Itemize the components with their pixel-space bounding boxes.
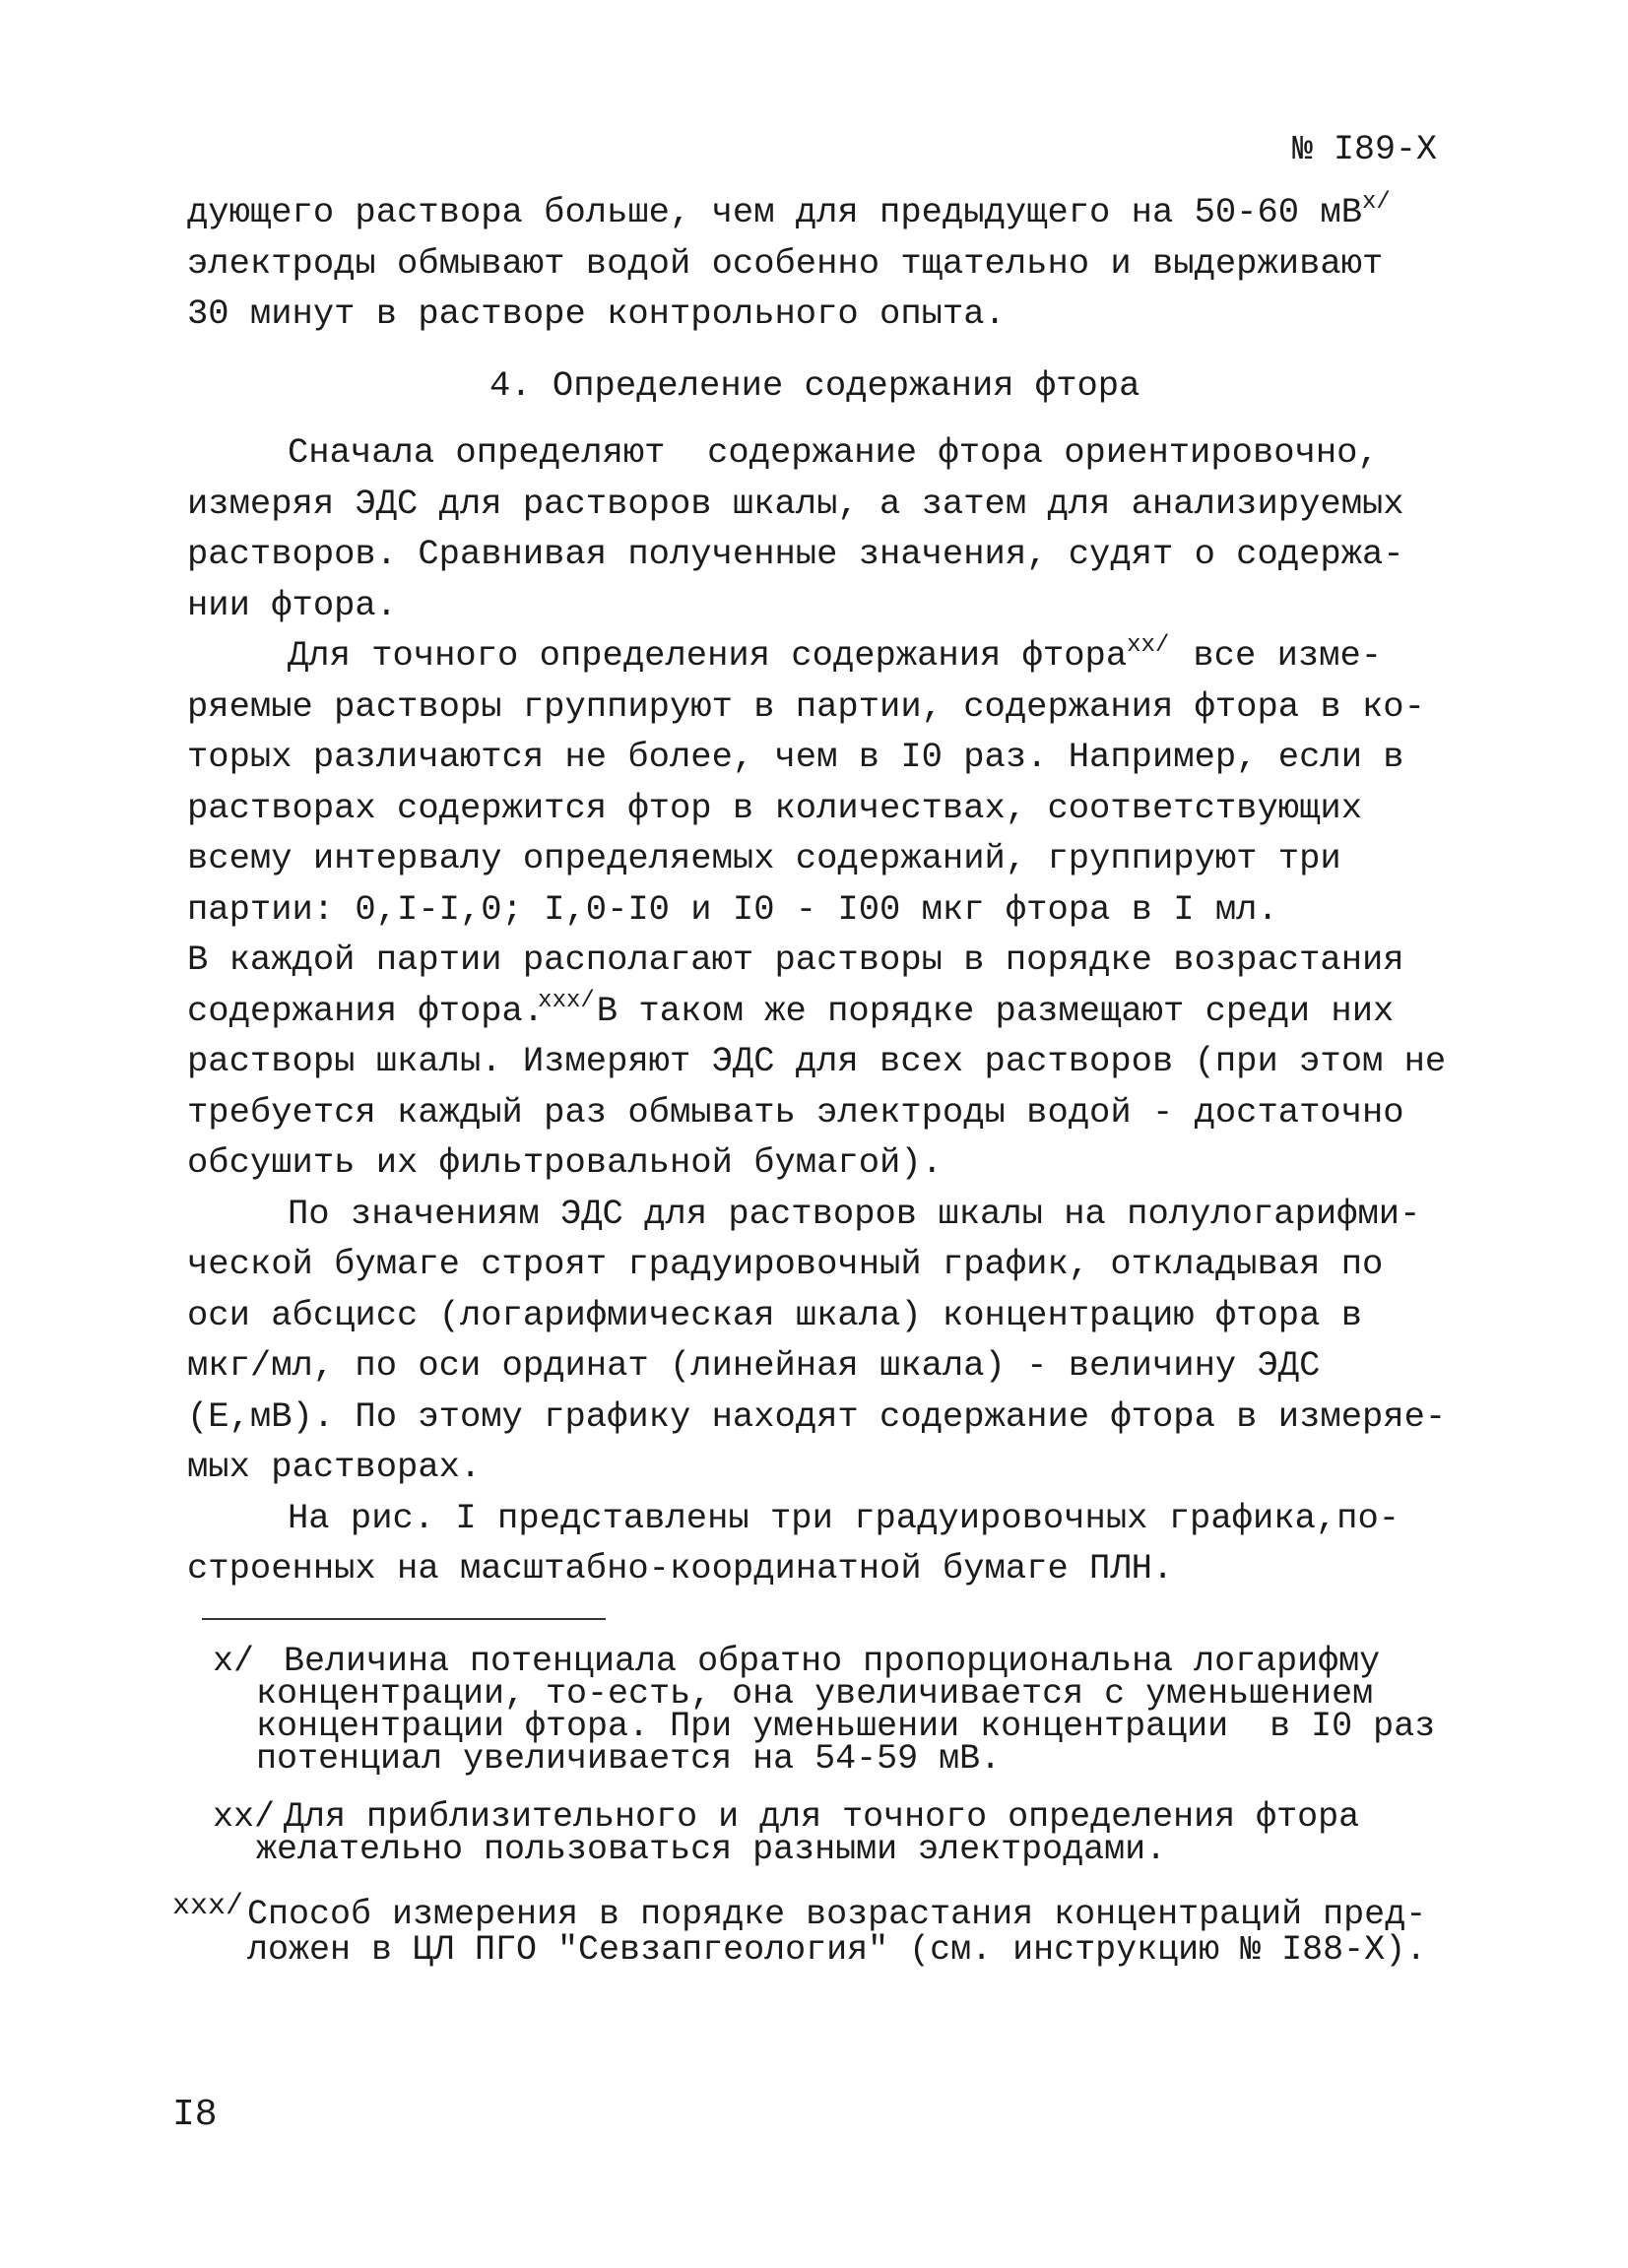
text-line-continuation: В таком же порядке размещают среди них <box>596 990 1395 1031</box>
text-line: мых растворах. <box>187 1447 482 1487</box>
section-heading: 4. Определение содержания фтора <box>489 365 1140 406</box>
text-line: На рис. I представлены три градуировочных графика,по- <box>288 1497 1400 1538</box>
paragraph <box>187 427 1446 630</box>
text-line: обсушить их фильтровальной бумагой). <box>187 1142 943 1183</box>
footnote-marker: xx/ <box>213 1797 276 1837</box>
footnote <box>172 1890 1427 1970</box>
footnote <box>213 1642 1436 1779</box>
text-line-content: содержания фтора. <box>187 990 545 1031</box>
footnote-line: желательно пользоваться разными электродами. <box>256 1830 1167 1869</box>
footnote-line: xxx/ Способ измерения в порядке возрастания концентраций пред- <box>172 1890 1427 1934</box>
footnote-text: Для приблизительного и для точного определения фтора <box>284 1797 1360 1837</box>
text-line: оси абсцисс (логарифмическая шкала) концентрацию фтора в <box>187 1294 1362 1335</box>
text-line: мкг/мл, по оси ординат (линейная шкала) - величину ЭДС <box>187 1345 1321 1386</box>
text-line: электроды обмывают водой особенно тщательно и выдерживают <box>187 242 1384 284</box>
footnote-text: Величина потенциала обратно пропорциональна логарифму <box>284 1642 1381 1681</box>
text-line: ряемые растворы группируют в партии, содержания фтора в ко- <box>187 685 1425 727</box>
text-line: растворов. Сравнивая полученные значения, судят о содержа- <box>187 534 1404 574</box>
footnote-line: концентрации фтора. При уменьшении концентрации в I0 раз <box>256 1707 1436 1746</box>
paragraph <box>187 630 1446 935</box>
continuation-paragraph <box>187 187 1391 340</box>
footnote-marker: x/ <box>213 1642 255 1681</box>
text-line: ческой бумаге строят градуировочный график, откладывая по <box>187 1244 1384 1284</box>
paragraph <box>187 935 1446 1189</box>
text-line: партии: 0,I-I,0; I,0-I0 и I0 - I00 мкг фтора в I мл. <box>187 888 1278 930</box>
footnote-reference: x/ <box>1362 189 1391 216</box>
text-line: строенных на масштабно-координатной бумаге ПЛН. <box>187 1548 1174 1588</box>
text-line-content: дующего раствора больше, чем для предыдущего на 50-60 мВ <box>187 192 1362 232</box>
footnote-reference: xxx/ <box>538 987 595 1014</box>
text-line: Сначала определяют содержание фтора ориентировочно, <box>288 432 1379 473</box>
paragraph <box>187 1189 1446 1493</box>
text-line-content: Для точного определения содержания фтора <box>288 635 1128 676</box>
text-line: (Е,мВ). По этому графику находят содержание фтора в измеряе- <box>187 1395 1447 1437</box>
text-line: измеряя ЭДС для растворов шкалы, а затем для анализируемых <box>187 483 1404 524</box>
text-line: требуется каждый раз обмывать электроды водой - достаточно <box>187 1091 1404 1133</box>
page-number: I8 <box>172 2094 218 2136</box>
text-line <box>187 986 1446 1037</box>
text-line: растворах содержится фтор в количествах, соответствующих <box>187 787 1362 828</box>
text-line: В каждой партии располагают растворы в порядке возрастания <box>187 940 1404 980</box>
text-line: всему интервалу определяемых содержаний, группируют три <box>187 838 1341 878</box>
section-body <box>187 427 1446 1594</box>
footnote-divider <box>202 1618 606 1620</box>
footnote-reference: xx/ <box>1127 632 1170 659</box>
paragraph <box>187 1493 1446 1594</box>
text-line: 30 минут в растворе контрольного опыта. <box>187 293 1006 334</box>
footnote-line: ложен в ЦЛ ПГО "Севзапгеология" (см. инструкцию № I88-X). <box>247 1930 1427 1970</box>
document-number: № I89-X <box>1292 130 1438 169</box>
text-line: растворы шкалы. Измеряют ЭДС для всех растворов (при этом не <box>187 1041 1447 1081</box>
text-line: торых различаются не более, чем в I0 раз. Например, если в <box>187 737 1404 777</box>
footnote-line: потенциал увеличивается на 54-59 мВ. <box>256 1739 1002 1779</box>
footnote <box>213 1797 1360 1869</box>
text-line: нии фтора. <box>187 584 398 625</box>
text-line: По значениям ЭДС для растворов шкалы на полулогарифми- <box>288 1193 1421 1234</box>
footnote-line: концентрации, то-есть, она увеличивается с уменьшением <box>256 1674 1374 1714</box>
text-line <box>187 630 1446 681</box>
footnote-text: Способ измерения в порядке возрастания концентраций пред- <box>247 1895 1427 1934</box>
text-line <box>187 187 1391 238</box>
text-line-continuation: все изме- <box>1193 635 1383 676</box>
